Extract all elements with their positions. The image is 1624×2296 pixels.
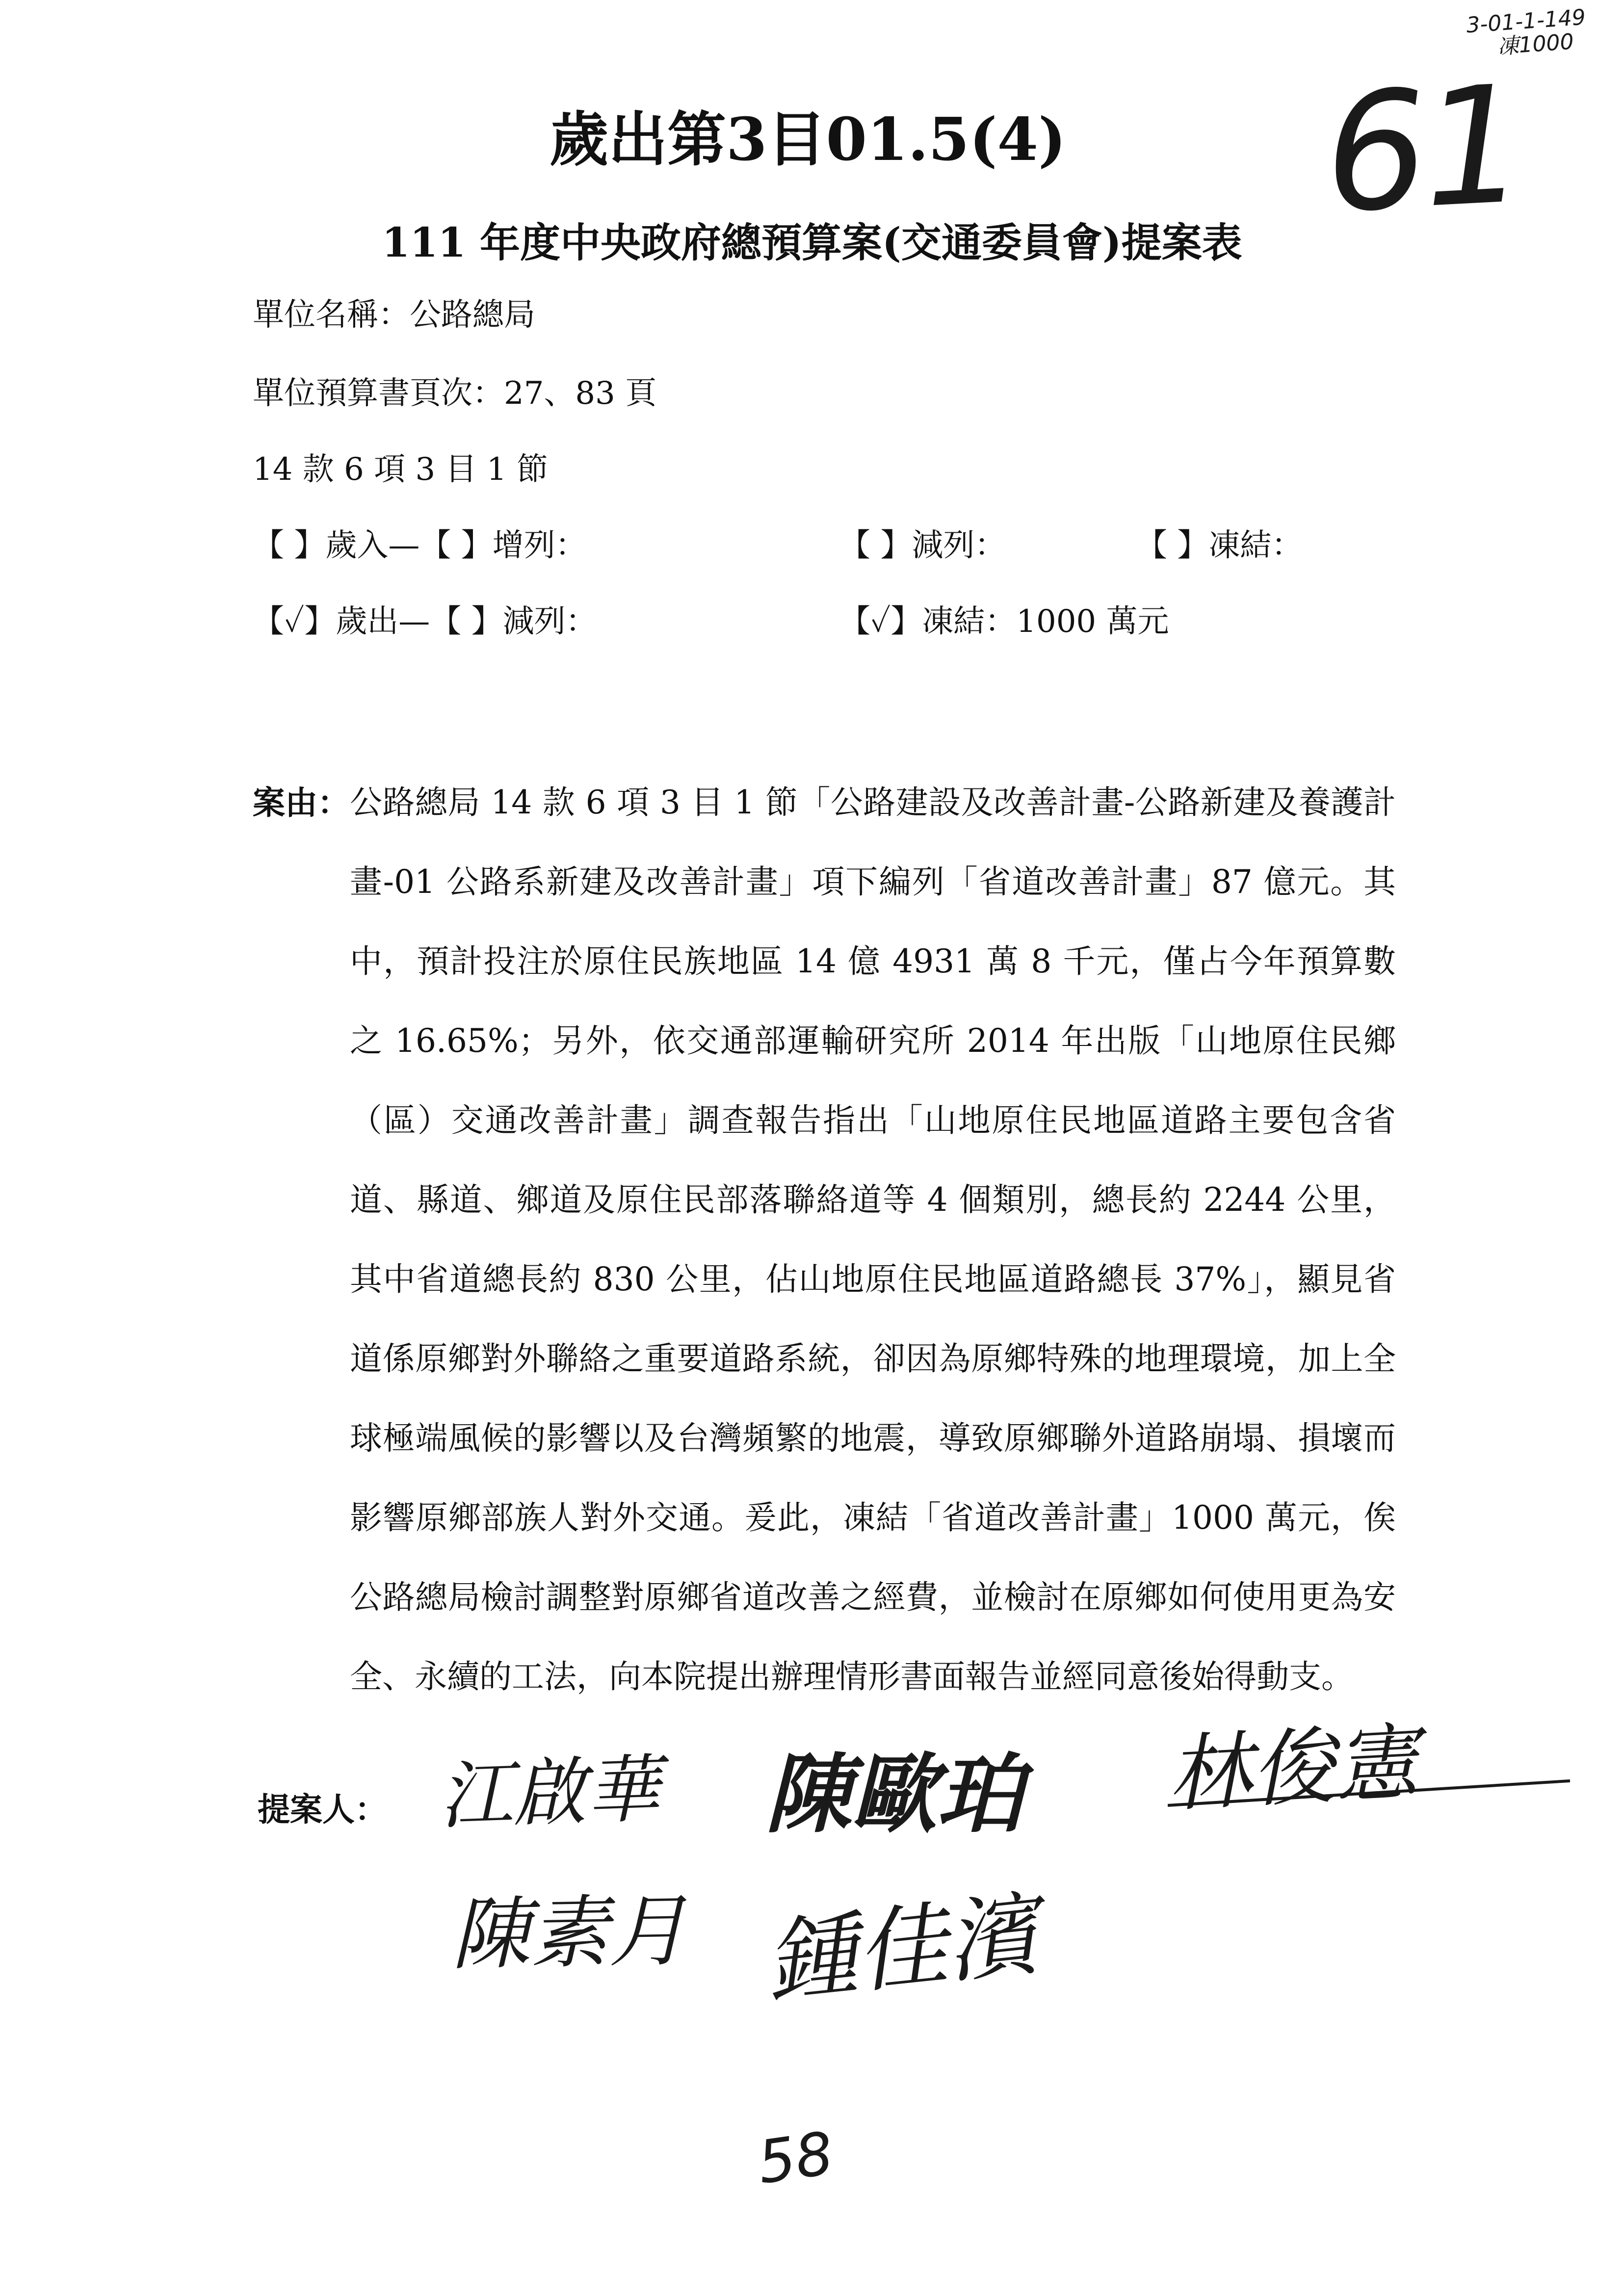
corner-note-line1: 3-01-1-149 [1465, 4, 1587, 38]
expense-row [253, 596, 1430, 645]
reason-label: 案由： [253, 783, 350, 822]
handwritten-section-note: 歲出第3目01.5(4) [550, 105, 1066, 174]
revenue-row [253, 520, 1430, 569]
proposer-label: 提案人： [258, 1790, 387, 1828]
expense-decrease-option: 【✓】歲出—【 】減列： [253, 603, 597, 640]
signature-1: 江啟華 [438, 1747, 661, 1840]
proposal-reason [253, 763, 1396, 1717]
signature-4: 陳素月 [450, 1884, 688, 1981]
signature-2: 陳歐珀 [765, 1744, 1023, 1845]
corner-note-line2: 凍1000 [1496, 29, 1575, 60]
reason-text: 公路總局 14 款 6 項 3 目 1 節「公路建設及改善計畫-公路新建及養護計畫-01 公路系新建及改善計畫」項下編列「省道改善計畫」87 億元。其中，預計投注於原住民族地區 14 億 4931 萬 8 千元，僅占今年預算數之 16.65%；另外，依交通部運輸研究所 2014 年出版「山地原住民鄉（區）交通改善計畫」調查報告指出「山地原住民地區道路主要包含省道、縣道、鄉道及原住民部落聯絡道等 4 個類別，總長約 2244 公里，其中省道總長約 830 公里，佔山地原住民地區道路總長 37%」，顯見省道係原鄉對外聯絡之重要道路系統，卻因為原鄉特殊的地理環境，加上全球極端風候的影響以及台灣頻繁的地震，導致原鄉聯外道路崩塌、損壞而影響原鄉部族人對外交通。爰此，凍結「省道改善計畫」1000 萬元，俟公路總局檢討調整對原鄉省道改善之經費，並檢討在原鄉如何使用更為安全、永續的工法，向本院提出辦理情形書面報告並經同意後始得動支。 [350, 783, 1396, 1696]
section-code: 14 款 6 項 3 目 1 節 [253, 451, 548, 488]
budget-pages: 單位預算書頁次：27、83 頁 [253, 375, 657, 412]
expense-freeze-option: 【✓】凍結：1000 萬元 [839, 603, 1169, 640]
handwritten-page-number: 58 [754, 2119, 838, 2197]
document-title: 111 年度中央政府總預算案(交通委員會)提案表 [382, 219, 1242, 266]
signature-5: 鍾佳濱 [760, 1881, 1043, 2016]
signature-3: 林俊憲 [1165, 1713, 1420, 1824]
revenue-decrease-option: 【 】減列： [839, 527, 1006, 564]
handwritten-page-mark: 61 [1320, 50, 1526, 249]
revenue-freeze-option: 【 】凍結： [1136, 527, 1303, 564]
revenue-increase-option: 【 】歲入—【 】增列： [253, 527, 587, 564]
signature-3-flourish [1168, 1771, 1570, 1825]
unit-name: 單位名稱：公路總局 [253, 297, 535, 333]
